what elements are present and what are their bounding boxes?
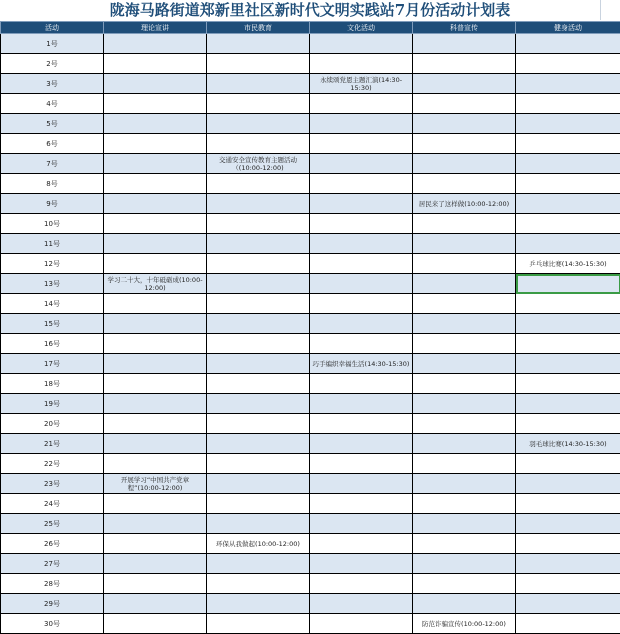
activity-cell[interactable] (516, 574, 620, 594)
activity-cell[interactable] (310, 494, 413, 514)
activity-cell[interactable] (413, 594, 516, 614)
activity-cell[interactable] (104, 234, 207, 254)
table-row (1, 154, 620, 174)
activity-cell[interactable] (516, 494, 620, 514)
day-cell[interactable]: 1号 (1, 34, 104, 54)
activity-cell[interactable] (104, 354, 207, 374)
activity-text: 乒乓球比赛(14:30-15:30) (516, 260, 620, 268)
activity-cell[interactable] (310, 514, 413, 534)
activity-cell[interactable] (413, 434, 516, 454)
activity-cell[interactable] (104, 294, 207, 314)
activity-cell[interactable] (516, 54, 620, 74)
activity-cell[interactable] (310, 234, 413, 254)
activity-cell[interactable] (207, 374, 310, 394)
day-cell[interactable]: 30号 (1, 614, 104, 634)
table-row (1, 574, 620, 594)
column-header-3[interactable]: 文化活动 (310, 22, 413, 34)
table-row (1, 514, 620, 534)
activity-cell[interactable] (310, 54, 413, 74)
activity-text: 环保从我做起(10:00-12:00) (207, 540, 309, 548)
table-row (1, 414, 620, 434)
activity-cell[interactable] (516, 234, 620, 254)
activity-text: 居民来了这样做(10:00-12:00) (413, 200, 515, 208)
activity-cell[interactable] (413, 54, 516, 74)
activity-cell[interactable] (207, 174, 310, 194)
table-row (1, 174, 620, 194)
activity-cell[interactable] (516, 134, 620, 154)
activity-cell[interactable] (516, 614, 620, 634)
activity-cell[interactable] (207, 394, 310, 414)
table-row (1, 294, 620, 314)
activity-cell[interactable] (413, 334, 516, 354)
table-body (1, 34, 620, 634)
activity-text: 永续颂党恩主题汇演(14:30-15:30) (310, 76, 412, 92)
activity-cell[interactable] (104, 494, 207, 514)
activity-cell[interactable] (516, 74, 620, 94)
activity-cell[interactable] (104, 54, 207, 74)
day-cell[interactable]: 25号 (1, 514, 104, 534)
activity-cell[interactable] (104, 414, 207, 434)
activity-cell[interactable] (104, 114, 207, 134)
activity-cell[interactable] (207, 134, 310, 154)
table-row (1, 454, 620, 474)
activity-cell[interactable] (310, 254, 413, 274)
activity-cell[interactable] (104, 594, 207, 614)
activity-cell[interactable] (104, 154, 207, 174)
activity-cell[interactable] (413, 194, 516, 214)
activity-cell[interactable] (516, 34, 620, 54)
activity-cell[interactable] (413, 274, 516, 294)
activity-cell[interactable] (104, 214, 207, 234)
activity-cell[interactable] (207, 314, 310, 334)
activity-cell[interactable] (413, 614, 516, 634)
activity-plan-table (0, 21, 620, 634)
activity-cell[interactable] (310, 454, 413, 474)
activity-cell[interactable] (413, 234, 516, 254)
activity-cell[interactable] (207, 234, 310, 254)
activity-cell[interactable] (310, 94, 413, 114)
activity-cell[interactable] (310, 574, 413, 594)
day-cell[interactable]: 26号 (1, 534, 104, 554)
activity-cell[interactable] (310, 274, 413, 294)
activity-cell[interactable] (104, 574, 207, 594)
activity-cell[interactable] (104, 134, 207, 154)
day-cell[interactable]: 9号 (1, 194, 104, 214)
activity-cell[interactable] (413, 534, 516, 554)
activity-cell[interactable] (413, 34, 516, 54)
table-row (1, 334, 620, 354)
activity-cell[interactable] (413, 214, 516, 234)
table-row (1, 214, 620, 234)
activity-cell[interactable] (310, 394, 413, 414)
activity-cell[interactable] (413, 294, 516, 314)
activity-cell[interactable] (207, 534, 310, 554)
activity-cell[interactable] (104, 194, 207, 214)
activity-cell[interactable] (413, 114, 516, 134)
table-row (1, 354, 620, 374)
day-cell[interactable]: 15号 (1, 314, 104, 334)
activity-cell[interactable] (207, 274, 310, 294)
activity-cell[interactable] (104, 314, 207, 334)
table-row (1, 314, 620, 334)
day-cell[interactable]: 13号 (1, 274, 104, 294)
table-row (1, 134, 620, 154)
activity-cell[interactable] (413, 494, 516, 514)
activity-cell[interactable] (104, 394, 207, 414)
activity-cell[interactable] (310, 194, 413, 214)
activity-cell[interactable] (516, 394, 620, 414)
activity-cell[interactable] (310, 554, 413, 574)
column-header-2[interactable]: 市民教育 (207, 22, 310, 34)
day-cell[interactable]: 14号 (1, 294, 104, 314)
sheet-title[interactable]: 陇海马路街道郑新里社区新时代文明实践站7月份活动计划表 (0, 0, 620, 21)
activity-cell[interactable] (516, 334, 620, 354)
activity-cell[interactable] (207, 334, 310, 354)
day-cell[interactable]: 18号 (1, 374, 104, 394)
activity-cell[interactable] (310, 294, 413, 314)
activity-cell[interactable] (413, 474, 516, 494)
activity-cell[interactable] (413, 554, 516, 574)
day-cell[interactable]: 7号 (1, 154, 104, 174)
activity-cell[interactable] (413, 574, 516, 594)
activity-cell[interactable] (516, 374, 620, 394)
day-cell[interactable]: 21号 (1, 434, 104, 454)
activity-cell[interactable] (104, 514, 207, 534)
activity-cell[interactable] (207, 554, 310, 574)
activity-cell[interactable] (207, 514, 310, 534)
activity-cell[interactable] (104, 474, 207, 494)
activity-cell[interactable] (516, 254, 620, 274)
day-cell[interactable]: 20号 (1, 414, 104, 434)
activity-cell[interactable] (310, 474, 413, 494)
activity-cell[interactable] (310, 374, 413, 394)
activity-cell[interactable] (207, 594, 310, 614)
activity-cell[interactable] (207, 54, 310, 74)
day-cell[interactable]: 16号 (1, 334, 104, 354)
activity-cell[interactable] (516, 194, 620, 214)
activity-cell[interactable] (516, 314, 620, 334)
day-cell[interactable]: 3号 (1, 74, 104, 94)
activity-cell[interactable] (413, 254, 516, 274)
day-cell[interactable]: 24号 (1, 494, 104, 514)
table-row (1, 494, 620, 514)
activity-cell[interactable] (104, 254, 207, 274)
activity-cell[interactable] (310, 34, 413, 54)
day-cell[interactable]: 23号 (1, 474, 104, 494)
activity-cell[interactable] (104, 34, 207, 54)
activity-cell[interactable] (413, 354, 516, 374)
activity-cell[interactable] (413, 514, 516, 534)
activity-cell[interactable] (516, 114, 620, 134)
table-row (1, 234, 620, 254)
column-header-4[interactable]: 科普宣传 (413, 22, 516, 34)
activity-cell[interactable] (207, 214, 310, 234)
table-row (1, 374, 620, 394)
day-cell[interactable]: 11号 (1, 234, 104, 254)
activity-cell[interactable] (310, 534, 413, 554)
activity-cell[interactable] (104, 434, 207, 454)
activity-cell[interactable] (207, 354, 310, 374)
day-cell[interactable]: 19号 (1, 394, 104, 414)
activity-text: 开展学习“中国共产党章程”(10:00-12:00) (104, 476, 206, 492)
activity-cell[interactable] (516, 474, 620, 494)
activity-cell[interactable] (516, 294, 620, 314)
activity-cell[interactable] (104, 534, 207, 554)
activity-cell[interactable] (310, 134, 413, 154)
activity-cell[interactable] (310, 414, 413, 434)
activity-cell[interactable] (310, 154, 413, 174)
day-cell[interactable]: 28号 (1, 574, 104, 594)
table-row (1, 54, 620, 74)
day-cell[interactable]: 6号 (1, 134, 104, 154)
activity-cell[interactable] (104, 174, 207, 194)
activity-cell[interactable] (413, 314, 516, 334)
activity-cell[interactable] (207, 294, 310, 314)
day-cell[interactable]: 29号 (1, 594, 104, 614)
activity-cell[interactable] (207, 114, 310, 134)
day-cell[interactable]: 10号 (1, 214, 104, 234)
activity-cell[interactable] (310, 214, 413, 234)
activity-cell[interactable] (207, 74, 310, 94)
activity-cell[interactable] (413, 94, 516, 114)
day-cell[interactable]: 4号 (1, 94, 104, 114)
activity-cell[interactable] (413, 374, 516, 394)
activity-text: 羽毛球比赛(14:30-15:30) (516, 440, 620, 448)
activity-cell[interactable] (310, 614, 413, 634)
activity-cell[interactable] (104, 94, 207, 114)
column-header-5[interactable]: 健身活动 (516, 22, 620, 34)
table-row (1, 594, 620, 614)
table-row (1, 34, 620, 54)
activity-cell[interactable] (516, 514, 620, 534)
table-row (1, 74, 620, 94)
activity-cell[interactable] (207, 434, 310, 454)
activity-cell[interactable] (310, 434, 413, 454)
activity-cell[interactable] (104, 334, 207, 354)
activity-cell[interactable] (516, 94, 620, 114)
activity-cell[interactable] (310, 334, 413, 354)
activity-text: 学习二十大，十年砥砺成(10:00-12:00) (104, 276, 206, 292)
activity-cell[interactable] (310, 354, 413, 374)
table-row (1, 394, 620, 414)
column-header-1[interactable]: 理论宣讲 (104, 22, 207, 34)
activity-cell[interactable] (310, 314, 413, 334)
activity-cell[interactable] (516, 594, 620, 614)
activity-cell[interactable] (104, 454, 207, 474)
day-cell[interactable]: 17号 (1, 354, 104, 374)
activity-cell[interactable] (207, 254, 310, 274)
activity-cell[interactable] (516, 454, 620, 474)
table-row (1, 474, 620, 494)
activity-text: 防范诈骗宣传(10:00-12:00) (413, 620, 515, 628)
activity-cell[interactable] (516, 154, 620, 174)
activity-cell[interactable] (207, 494, 310, 514)
title-side-cell[interactable] (600, 0, 620, 20)
activity-cell[interactable] (516, 214, 620, 234)
selected-cell[interactable] (516, 274, 620, 294)
activity-cell[interactable] (310, 174, 413, 194)
day-cell[interactable]: 5号 (1, 114, 104, 134)
activity-cell[interactable] (516, 434, 620, 454)
activity-cell[interactable] (104, 274, 207, 294)
activity-cell[interactable] (104, 554, 207, 574)
header-row (1, 22, 620, 34)
activity-cell[interactable] (516, 554, 620, 574)
table-row (1, 94, 620, 114)
activity-cell[interactable] (207, 34, 310, 54)
table-row (1, 554, 620, 574)
activity-cell[interactable] (207, 474, 310, 494)
activity-cell[interactable] (104, 374, 207, 394)
activity-cell[interactable] (413, 394, 516, 414)
activity-cell[interactable] (516, 534, 620, 554)
activity-text: 交通安全宣传教育主题活动（(10:00-12:00) (207, 156, 309, 172)
day-cell[interactable]: 12号 (1, 254, 104, 274)
table-row (1, 254, 620, 274)
activity-cell[interactable] (207, 414, 310, 434)
activity-cell[interactable] (104, 74, 207, 94)
activity-cell[interactable] (207, 194, 310, 214)
day-cell[interactable]: 27号 (1, 554, 104, 574)
table-row (1, 614, 620, 634)
activity-cell[interactable] (413, 174, 516, 194)
day-cell[interactable]: 22号 (1, 454, 104, 474)
table-row (1, 114, 620, 134)
column-header-0[interactable]: 活动 (1, 22, 104, 34)
activity-cell[interactable] (413, 74, 516, 94)
activity-cell[interactable] (207, 574, 310, 594)
activity-cell[interactable] (104, 614, 207, 634)
activity-text: 巧手编织幸福生活(14:30-15:30) (310, 360, 412, 368)
table-row (1, 274, 620, 294)
activity-cell[interactable] (516, 414, 620, 434)
day-cell[interactable]: 2号 (1, 54, 104, 74)
activity-cell[interactable] (310, 74, 413, 94)
activity-cell[interactable] (207, 454, 310, 474)
activity-cell[interactable] (413, 154, 516, 174)
activity-cell[interactable] (413, 134, 516, 154)
activity-cell[interactable] (413, 414, 516, 434)
activity-cell[interactable] (516, 354, 620, 374)
activity-cell[interactable] (310, 114, 413, 134)
activity-cell[interactable] (310, 594, 413, 614)
day-cell[interactable]: 8号 (1, 174, 104, 194)
activity-cell[interactable] (207, 94, 310, 114)
table-row (1, 534, 620, 554)
table-row (1, 194, 620, 214)
activity-cell[interactable] (207, 614, 310, 634)
table-row (1, 434, 620, 454)
activity-cell[interactable] (516, 174, 620, 194)
activity-cell[interactable] (207, 154, 310, 174)
activity-cell[interactable] (413, 454, 516, 474)
